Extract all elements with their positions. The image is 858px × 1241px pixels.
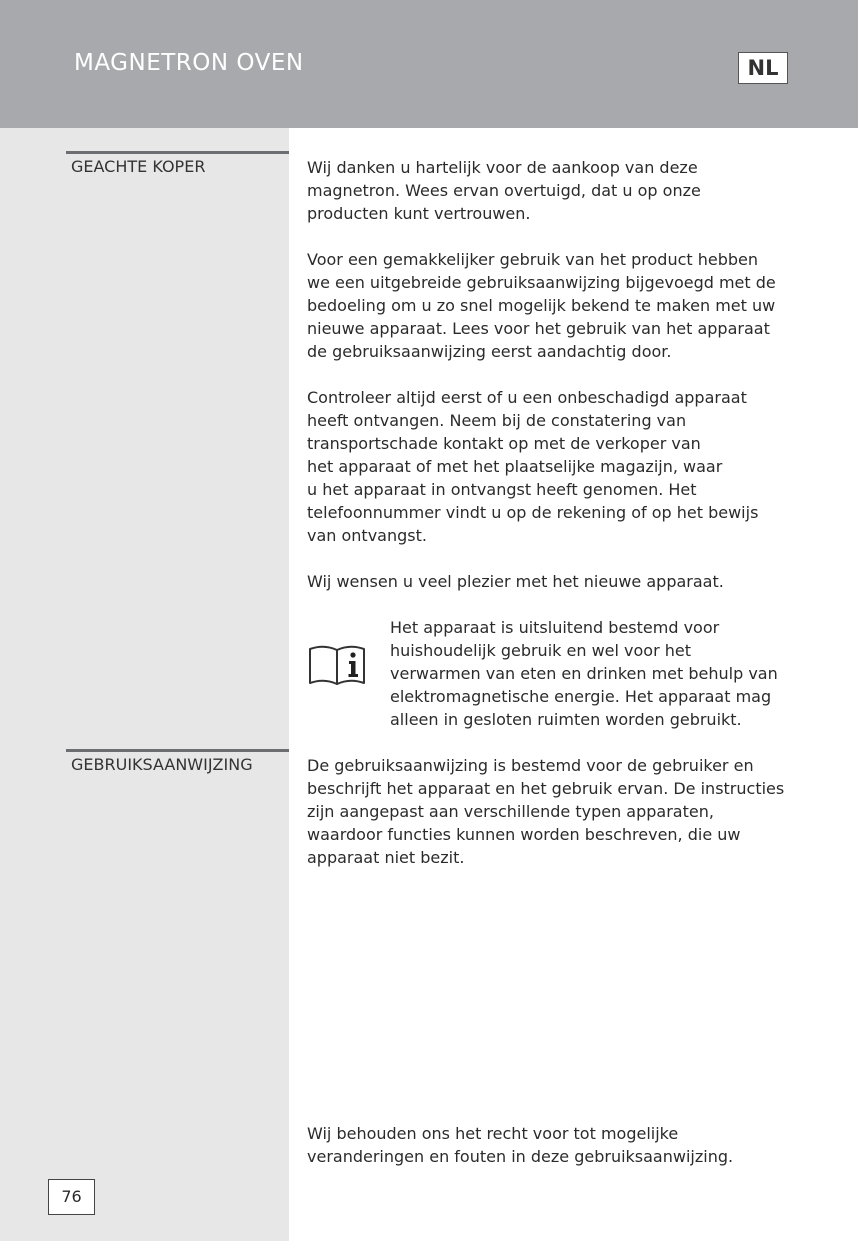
paragraph-manual-purpose: De gebruiksaanwijzing is bestemd voor de gebruiker en beschrijft het apparaat en het gebruik ervan. De instructies zijn aangepast aan verschillende typen apparaten, waardoor functies kunnen worden beschreven, die uw apparaat niet bezit. [307, 756, 785, 867]
header-band [0, 0, 858, 128]
footer-disclaimer: Wij behouden ons het recht voor tot mogelijke veranderingen en fouten in deze gebruiksaanwijzing. [307, 1124, 734, 1166]
document-title: MAGNETRON OVEN [74, 50, 304, 76]
paragraph-thanks: Wij danken u hartelijk voor de aankoop van deze magnetron. Wees ervan overtuigd, dat u op onze producten kunt vertrouwen. [307, 158, 701, 223]
language-badge: NL [738, 52, 788, 84]
section-heading-manual: GEBRUIKSAANWIJZING [66, 749, 289, 774]
section-heading-dear-buyer: GEACHTE KOPER [66, 151, 289, 176]
paragraph-enjoy: Wij wensen u veel plezier met het nieuwe apparaat. [307, 572, 724, 591]
safety-note-text: Het apparaat is uitsluitend bestemd voor huishoudelijk gebruik en wel voor het verwarmen van eten en drinken met behulp van elektromagnetische energie. Het apparaat mag alleen in gesloten ruimten worden gebruikt. [390, 618, 778, 729]
page-number: 76 [48, 1179, 95, 1215]
paragraph-check-damage: Controleer altijd eerst of u een onbeschadigd apparaat heeft ontvangen. Neem bij de constatering van transportschade kontakt op met de verkoper van het apparaat of met het plaatselijke magazijn, waar u het apparaat in ontvangst heeft genomen. Het telefoonnummer vindt u op de rekening of op het bewijs van ontvangst. [307, 388, 759, 545]
info-book-icon [307, 641, 367, 689]
left-sidebar [0, 128, 289, 1241]
paragraph-manual-included: Voor een gemakkelijker gebruik van het product hebben we een uitgebreide gebruiksaanwijzing bijgevoegd met de bedoeling om u zo snel mogelijk bekend te maken met uw nieuwe apparaat. Lees voor het gebruik van het apparaat de gebruiksaanwijzing eerst aandachtig door. [307, 250, 776, 361]
